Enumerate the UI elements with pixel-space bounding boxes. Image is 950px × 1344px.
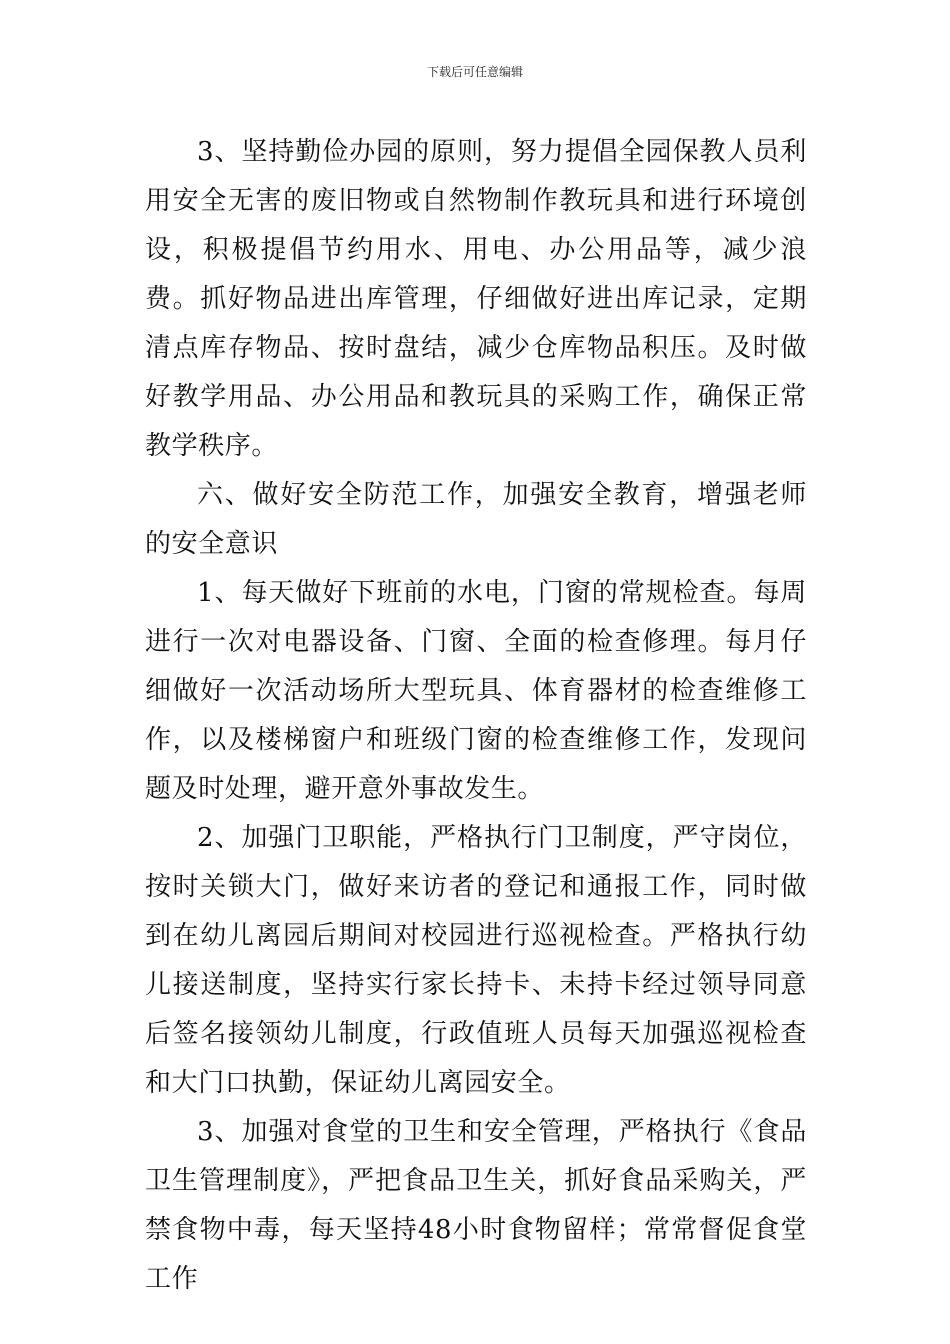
paragraph-canteen-safety: 3、加强对食堂的卫生和安全管理，严格执行《食品卫生管理制度》，严把食品卫生关，抓好食品采购关，严禁食物中毒，每天坚持48小时食物留样；常常督促食堂工作: [145, 1117, 807, 1294]
page-header: 下载后可任意编辑: [426, 65, 523, 79]
document-body: [145, 128, 807, 1304]
paragraph-thrift-management: 3、坚持勤俭办园的原则，努力提倡全园保教人员利用安全无害的废旧物或自然物制作教玩具和进行环境创设，积极提倡节约用水、用电、办公用品等，减少浪费。抓好物品进出库管理，仔细做好进出库记录，定期清点库存物品、按时盘结，减少仓库物品积压。及时做好教学用品、办公用品和教玩具的采购工作，确保正常教学秩序。: [145, 137, 807, 461]
section-heading-safety: 六、做好安全防范工作，加强安全教育，增强老师的安全意识: [145, 480, 807, 559]
paragraph-gatekeeper: 2、加强门卫职能，严格执行门卫制度，严守岗位，按时关锁大门，做好来访者的登记和通报工作，同时做到在幼儿离园后期间对校园进行巡视检查。严格执行幼儿接送制度，坚持实行家长持卡、未持卡经过领导同意后签名接领幼儿制度，行政值班人员每天加强巡视检查和大门口执勤，保证幼儿离园安全。: [145, 823, 807, 1098]
paragraph-daily-inspection: 1、每天做好下班前的水电，门窗的常规检查。每周进行一次对电器设备、门窗、全面的检查修理。每月仔细做好一次活动场所大型玩具、体育器材的检查维修工作，以及楼梯窗户和班级门窗的检查维修工作，发现问题及时处理，避开意外事故发生。: [145, 578, 807, 804]
